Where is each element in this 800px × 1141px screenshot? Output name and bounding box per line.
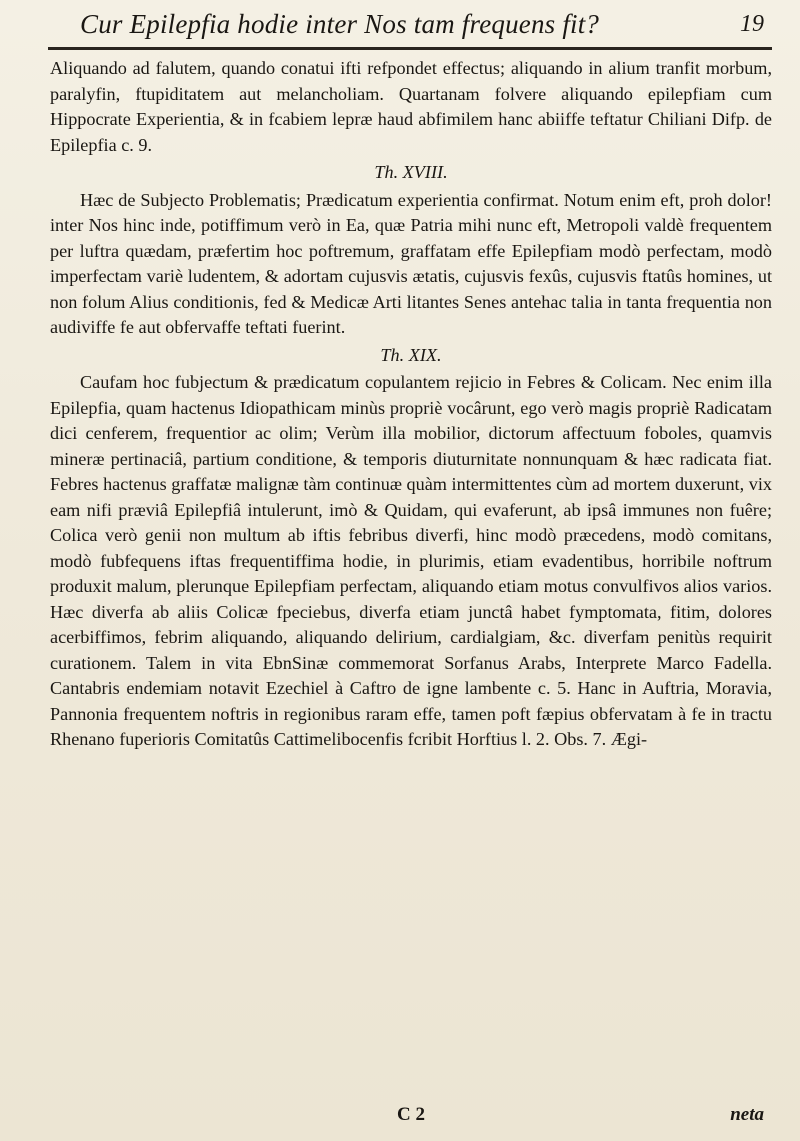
paragraph-1: Aliquando ad falutem, quando conatui ifti refpondet effectus; aliquando in alium tranfit morbum, paralyfin, ftupiditatem aut melancholiam. Quartanam folvere aliquando epilepfiam cum Hippocrate Experientia, & in fcabiem lepræ haud abfimilem hanc abiiffe teftatur Chiliani Difp. de Epilepfia c. 9. xyxy=(50,58,772,155)
paragraph-2: Hæc de Subjecto Problematis; Prædicatum experientia confirmat. Notum enim eft, proh dolor! inter Nos hinc inde, potiffimum verò in Ea, quæ Patria mihi nunc eft, Metropoli valdè frequentem per luftra quædam, præfertim hoc poftremum, graffatam effe Epilepfiam modò perfectam, modò imperfectam variè ludentem, & adortam cujusvis ætatis, cujusvis fexûs, cujusvis ftatûs homines, ut non folum Alius conditionis, fed & Medicæ Arti litantes Senes antehac talia in tanta frequentia non audiviffe fe aut obfervaffe teftati fuerint. xyxy=(50,189,772,337)
running-title: Cur Epilepfia hodie inter Nos tam frequens fit? xyxy=(80,9,600,39)
paragraph-3: Caufam hoc fubjectum & prædicatum copulantem rejicio in Febres & Colicam. Nec enim illa Epilepfia, quam hactenus Idiopathicam minùs propriè vocârunt, ego verò magis propriè Radicatam dici cenferem, frequentior ac olim; Verùm illa mobilior, dictorum affectuum foboles, quamvis mineræ pertinaciâ, partium conditione, & temporis diuturnitate nonnunquam & hæc radicata fiat. Febres hactenus graffatæ malignæ tàm continuæ quàm intermittentes cùm ad mortem duxerunt, vix eam nifi præviâ Epilepfiâ intulerunt, imò & Quidam, qui evaferunt, ab ipsâ immunes non fuêre; Colica verò genii non multum ab iftis febribus diverfi, hinc modò præcedens, modò comitans, modò fubfequens iftas frequentiffima hodie, in plurimis, etiam evadentibus, horribile noftrum produxit malum, plerunque Epilepfiam perfectam, aliquando etiam motus convulfivos alios varios. Hæc diverfa ab aliis Colicæ fpeciebus, diverfa etiam junctâ habet fymptomata, fitim, dolores acerbiffimos, febrim aliquando, aliquando delirium, cardialgiam, &c. diverfam penitùs requirit curationem. Talem in vita EbnSinæ commemorat Sorfanus Arabs, Interprete Marco Fadella. Cantabris endemiam notavit Ezechiel à Caftro de igne lambente c. 5. Hanc in Auftria, Moravia, Pannonia frequentem noftris in regionibus raram effe, tamen poft fæpius obfervatam à fe in tractu Rhenano fuperioris Comitatûs Cattimelibocenfis fcribit Horftius l. 2. Obs. 7. Ægi- xyxy=(50,372,772,749)
page-footer xyxy=(50,1104,772,1132)
thesis-heading-19: Th. XIX. xyxy=(380,344,442,365)
header-rule xyxy=(48,47,772,50)
signature-mark: C 2 xyxy=(397,1104,425,1125)
page-number: 19 xyxy=(740,11,764,37)
catchword: neta xyxy=(730,1104,764,1125)
page-header xyxy=(80,8,764,42)
page-body xyxy=(50,56,772,753)
thesis-heading-18: Th. XVIII. xyxy=(374,162,448,182)
